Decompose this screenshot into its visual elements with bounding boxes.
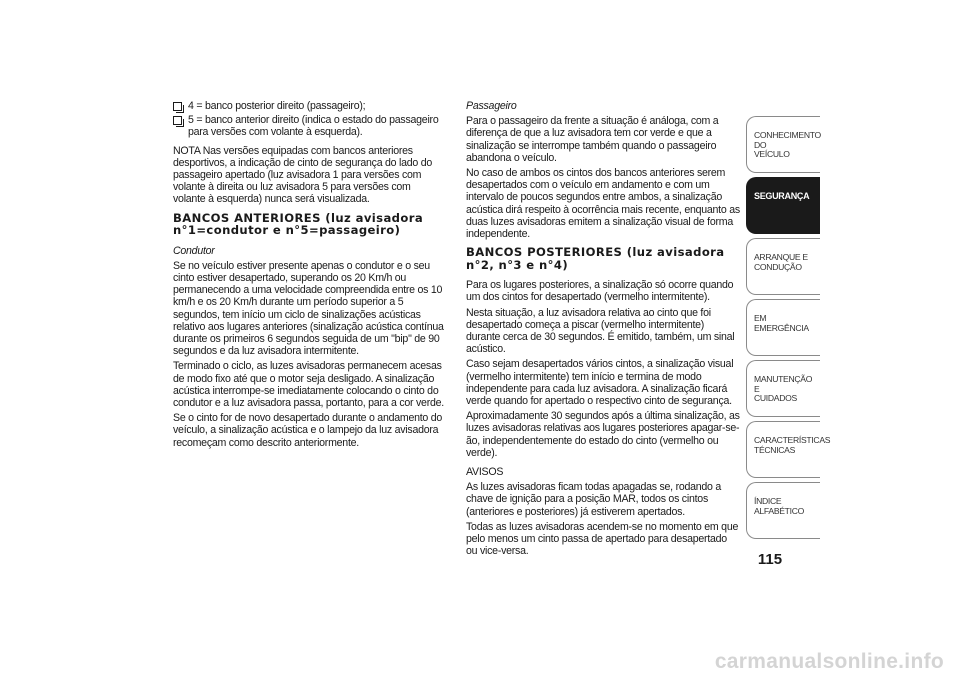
subheading-condutor: Condutor <box>173 244 215 257</box>
tab-label: SEGURANÇA <box>754 191 810 201</box>
section-heading-front-seats: BANCOS ANTERIORES (luz avisadora n°1=condutor e n°5=passageiro) <box>173 210 424 238</box>
paragraph: Caso sejam desapertados vários cintos, a sinalização visual (vermelho intermitente) tem início e termina de modo independente para cada luz avisadora. A sinalização ficará verde quando for apertado o respectivo cinto de segurança. <box>466 358 734 408</box>
paragraph: Todas as luzes avisadoras acendem-se no momento em que pelo menos um cinto passa de apertado para desapertado ou vice-versa. <box>466 520 739 558</box>
checkbox-bullet-icon <box>173 102 182 111</box>
left-column <box>173 100 445 452</box>
watermark: carmanualsonline.info <box>714 650 944 673</box>
paragraph: Para os lugares posteriores, a sinalização só ocorre quando um dos cintos for desapertado (vermelho intermitente). <box>466 279 734 304</box>
subheading-passageiro: Passageiro <box>466 100 517 112</box>
paragraph: No caso de ambos os cintos dos bancos anteriores serem desapertados com o veículo em andamento e com um intervalo de poucos segundos entre ambos, a sinalização acústica dirá respeito à ocorrência mais recente, enquanto as duas luzes avisadoras emitem a sinalização visual de forma independente. <box>466 167 740 241</box>
tab-label: EM EMERGÊNCIA <box>754 313 809 333</box>
paragraph: As luzes avisadoras ficam todas apagadas se, rodando a chave de ignição para a posição MAR, todos os cintos (anteriores e posteriores) já estiverem apertados. <box>466 481 722 518</box>
tab-label: VEÍCULO <box>754 149 790 160</box>
paragraph: Nesta situação, a luz avisadora relativa ao cinto que foi desapertado começa a piscar (vermelho intermitente) durante cerca de 30 segundos. É emitido, também, um sinal acústico. <box>466 306 735 356</box>
tab-arranque-e-conducao[interactable] <box>746 238 820 295</box>
tab-manutencao-e-cuidados[interactable] <box>746 360 820 417</box>
tab-label: TÉCNICAS <box>754 444 796 455</box>
tab-label: CUIDADOS <box>754 393 797 404</box>
tab-caracteristicas-tecnicas[interactable] <box>746 421 831 478</box>
avisos-label: AVISOS <box>466 466 504 479</box>
list-item-text: 4 = banco posterior direito (passageiro); <box>188 100 366 112</box>
list-item <box>173 100 445 112</box>
paragraph: Se o cinto for de novo desapertado durante o andamento do veículo, a sinalização acústica e o lampejo da luz avisadora recomeçam como descrito anteriormente. <box>173 412 443 449</box>
tab-conhecimento-do-veiculo[interactable] <box>746 116 820 173</box>
tab-label: ARRANQUE E <box>754 252 808 262</box>
tab-seguranca[interactable] <box>746 177 820 234</box>
tab-label: MANUTENÇÃO E <box>754 374 813 394</box>
right-column <box>466 100 740 561</box>
section-heading-rear-seats: BANCOS POSTERIORES (luz avisadora n°2, n°3 e n°4) <box>466 245 725 272</box>
paragraph: Aproximadamente 30 segundos após a última sinalização, as luzes avisadoras relativas aos lugares posteriores apagar-se-ão, independentemente do estado do cinto (vermelho ou verde). <box>466 410 740 459</box>
paragraph: Para o passageiro da frente a situação é análoga, com a diferença de que a luz avisadora tem cor verde e que a sinalização se interrompe também quando o passageiro abandona o veículo. <box>466 115 719 164</box>
tab-label: CONHECIMENTO DO <box>754 130 821 150</box>
tab-label: ÍNDICE ALFABÉTICO <box>754 496 805 516</box>
page-number: 115 <box>757 551 783 568</box>
tab-indice-alfabetico[interactable] <box>746 482 820 539</box>
list-item <box>173 114 445 138</box>
paragraph: Terminado o ciclo, as luzes avisadoras permanecem acesas de modo fixo até que o motor seja desligado. A sinalização acústica interrompe-se imediatamente colocando o cinto do condutor e a luz avisadora passa, portanto, para a cor verde. <box>173 360 444 410</box>
nota-paragraph: NOTA Nas versões equipadas com bancos anteriores desportivos, a indicação de cinto de segurança do lado do passageiro apertado (luz avisadora 1 para versões com volante à direita ou luz avisadora 5 para versões com volante à esquerda) nunca será visualizada. <box>173 144 433 206</box>
checkbox-bullet-icon <box>173 116 182 125</box>
tab-label: CONDUÇÃO <box>754 261 802 272</box>
list-item-text: 5 = banco anterior direito (indica o estado do passageiro para versões com volante à esquerda). <box>188 114 439 139</box>
chapter-tabs <box>746 116 831 543</box>
tab-em-emergencia[interactable] <box>746 299 820 356</box>
paragraph: Se no veículo estiver presente apenas o condutor e o seu cinto estiver desapertado, superando os 20 Km/h ou permanecendo a uma velocidade compreendida entre os 10 km/h e os 20 Km/h durante um período superior a 5 segundos, tem início um ciclo de sinalizações acústicas relativo aos lugares anteriores (sinalização acústica contínua durante os primeiros 6 segundos seguida de um "bip" de 90 segundos e da luz avisadora intermitente. <box>173 259 444 358</box>
tab-label: CARACTERÍSTICAS <box>754 435 831 445</box>
